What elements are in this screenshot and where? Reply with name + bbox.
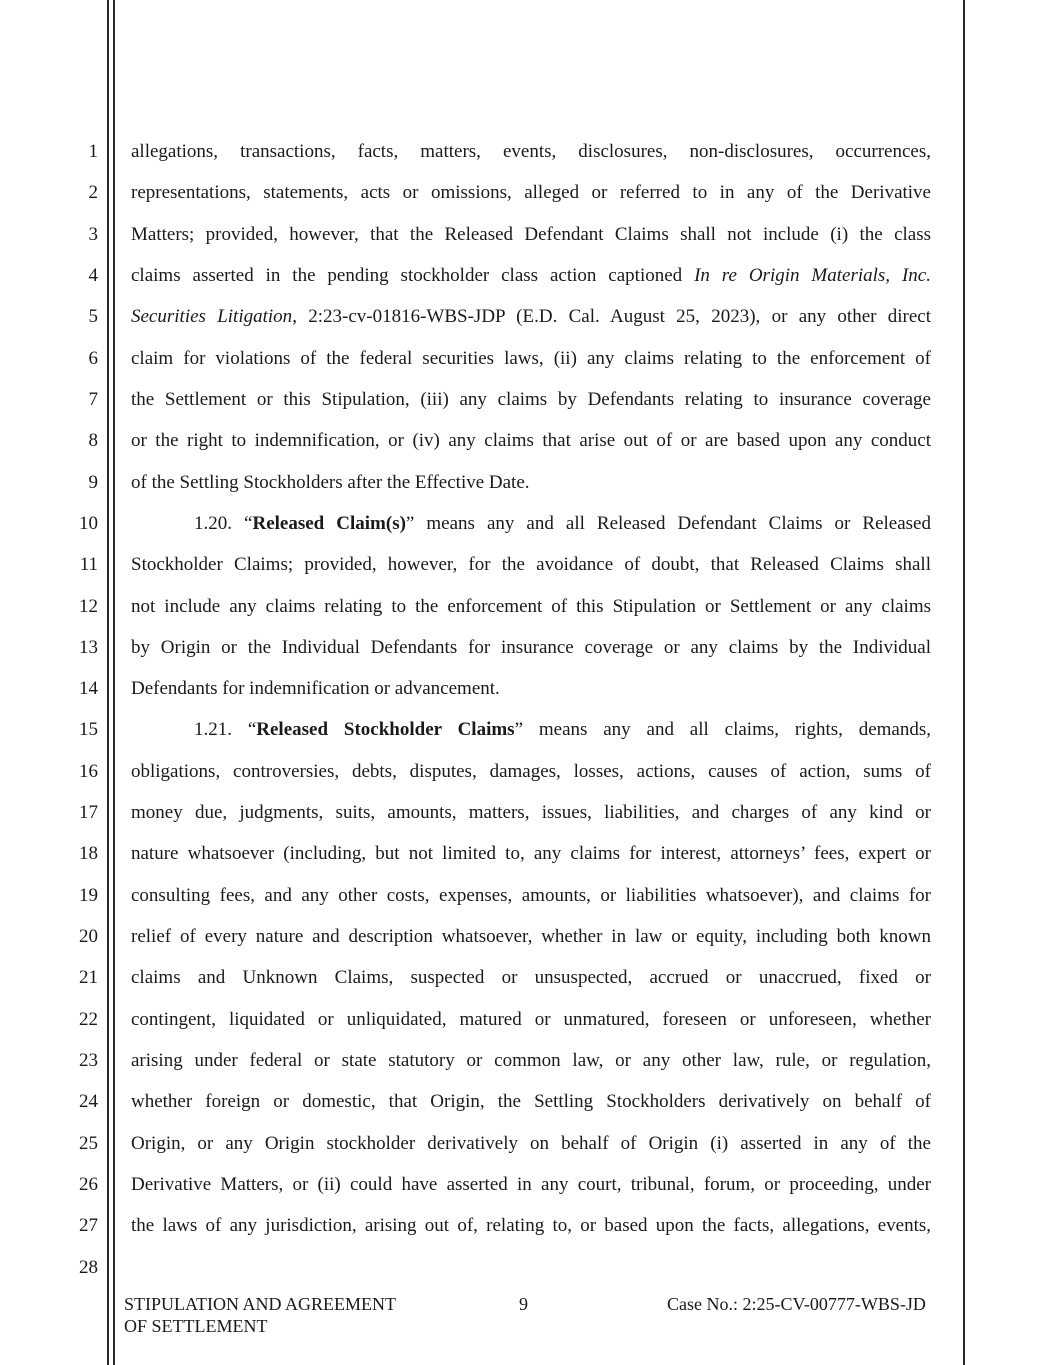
line-number: 23 — [79, 1050, 98, 1072]
defined-term: Released Stockholder Claims — [256, 719, 515, 741]
text-run: Origin, or any Origin stockholder derivatively on behalf of Origin (i) asserted in any of the — [131, 1132, 931, 1154]
text-line — [131, 1091, 931, 1113]
text-run: whether foreign or domestic, that Origin, the Settling Stockholders derivatively on behalf of — [131, 1091, 931, 1113]
line-number: 5 — [88, 306, 98, 328]
text-run: arising under federal or state statutory or common law, or any other law, rule, or regulation, — [131, 1050, 931, 1072]
text-line — [131, 389, 931, 411]
line-number: 19 — [79, 884, 98, 906]
text-run: not include any claims relating to the enforcement of this Stipulation or Settlement or any claims — [131, 595, 931, 617]
line-number: 24 — [79, 1091, 98, 1113]
text-line — [131, 1215, 931, 1237]
text-line — [131, 678, 931, 700]
text-run: claims and Unknown Claims, suspected or unsuspected, accrued or unaccrued, fixed or — [131, 967, 931, 989]
text-run: Defendants for indemnification or advancement. — [131, 678, 500, 700]
line-number: 14 — [79, 678, 98, 700]
line-number: 7 — [88, 388, 98, 410]
footer-case-number: Case No.: 2:25-CV-00777-WBS-JD — [667, 1294, 926, 1314]
text-line — [131, 472, 931, 494]
text-run: claims asserted in the pending stockholder class action captioned — [131, 264, 695, 286]
line-number: 15 — [79, 719, 98, 741]
text-line — [131, 224, 931, 246]
line-number: 20 — [79, 926, 98, 948]
line-number: 8 — [88, 430, 98, 452]
line-number: 10 — [79, 512, 98, 534]
text-line — [131, 1050, 931, 1072]
text-line — [131, 761, 931, 783]
footer-title-line-2: OF SETTLEMENT — [124, 1316, 268, 1336]
text-run: contingent, liquidated or unliquidated, matured or unmatured, foreseen or unforeseen, whether — [131, 1008, 931, 1030]
line-number: 3 — [88, 223, 98, 245]
text-run: consulting fees, and any other costs, expenses, amounts, or liabilities whatsoever), and claims for — [131, 884, 931, 906]
footer-page-number: 9 — [519, 1294, 528, 1314]
line-number: 1 — [88, 141, 98, 162]
line-number: 26 — [79, 1174, 98, 1195]
left-margin-rule-inner — [113, 0, 115, 1365]
text-line — [131, 719, 931, 741]
text-run: ” means any and all Released Defendant Claims or Released — [405, 512, 931, 534]
text-line — [131, 306, 931, 328]
text-run: nature whatsoever (including, but not limited to, any claims for interest, attorneys’ fees, expert or — [131, 843, 931, 865]
text-run: representations, statements, acts or omissions, alleged or referred to in any of the Derivative — [131, 182, 931, 204]
line-number: 27 — [79, 1215, 98, 1237]
line-number: 13 — [79, 636, 98, 658]
line-number: 16 — [79, 760, 98, 782]
line-number: 11 — [79, 554, 98, 576]
text-line — [131, 265, 931, 287]
text-run: Stockholder Claims; provided, however, for the avoidance of doubt, that Released Claims shall — [131, 554, 931, 576]
line-number: 21 — [79, 967, 98, 989]
footer-title-line-1: STIPULATION AND AGREEMENT — [124, 1294, 396, 1314]
text-line — [131, 430, 931, 452]
line-number: 2 — [88, 182, 98, 204]
text-line — [131, 554, 931, 576]
line-number: 6 — [88, 347, 98, 369]
text-run: ” means any and all claims, rights, demands, — [514, 719, 931, 741]
footer-document-title — [124, 1293, 444, 1337]
line-number: 22 — [79, 1008, 98, 1030]
text-run: relief of every nature and description whatsoever, whether in law or equity, including both known — [131, 926, 931, 948]
case-citation: Securities Litigation — [131, 306, 293, 328]
line-number: 4 — [88, 264, 98, 286]
text-line — [131, 182, 931, 204]
text-run: allegations, transactions, facts, matters, events, disclosures, non-disclosures, occurrences, — [131, 141, 931, 162]
text-line — [131, 1133, 931, 1155]
text-run: 1.21. “ — [194, 719, 257, 741]
text-line — [131, 348, 931, 370]
text-run: claim for violations of the federal securities laws, (ii) any claims relating to the enforcement of — [131, 347, 931, 369]
text-run: or the right to indemnification, or (iv) any claims that arise out of or are based upon any conduct — [131, 430, 931, 452]
text-run: obligations, controversies, debts, disputes, damages, losses, actions, causes of action, sums of — [131, 760, 931, 782]
text-line — [131, 926, 931, 948]
text-line — [131, 596, 931, 618]
line-number: 12 — [79, 595, 98, 617]
left-margin-rule-outer — [107, 0, 109, 1365]
text-run: money due, judgments, suits, amounts, matters, issues, liabilities, and charges of any kind or — [131, 802, 931, 824]
text-line — [131, 885, 931, 907]
text-line — [131, 843, 931, 865]
text-run: , 2:23-cv-01816-WBS-JDP (E.D. Cal. August 25, 2023), or any other direct — [292, 306, 932, 328]
text-line — [131, 141, 931, 163]
line-number: 17 — [79, 802, 98, 824]
text-line — [131, 967, 931, 989]
text-run: the laws of any jurisdiction, arising out of, relating to, or based upon the facts, allegations, events, — [131, 1215, 931, 1237]
text-line — [131, 513, 931, 535]
defined-term: Released Claim(s) — [252, 512, 406, 534]
right-margin-rule — [963, 0, 965, 1365]
text-run: Derivative Matters, or (ii) could have asserted in any court, tribunal, forum, or proceeding, under — [131, 1174, 931, 1195]
text-run: of the Settling Stockholders after the Effective Date. — [131, 471, 530, 493]
text-line — [131, 1009, 931, 1031]
text-line — [131, 1174, 931, 1196]
text-run: by Origin or the Individual Defendants for insurance coverage or any claims by the Individual — [131, 636, 931, 658]
line-number: 25 — [79, 1132, 98, 1154]
text-line — [131, 637, 931, 659]
text-run: 1.20. “ — [194, 512, 253, 534]
line-number: 18 — [79, 843, 98, 865]
text-run: Matters; provided, however, that the Released Defendant Claims shall not include (i) the class — [131, 223, 931, 245]
case-citation: In re Origin Materials, Inc. — [694, 264, 931, 286]
line-number: 28 — [79, 1256, 98, 1278]
text-run: the Settlement or this Stipulation, (iii) any claims by Defendants relating to insurance coverage — [131, 388, 931, 410]
text-line — [131, 802, 931, 824]
line-number: 9 — [88, 471, 98, 493]
